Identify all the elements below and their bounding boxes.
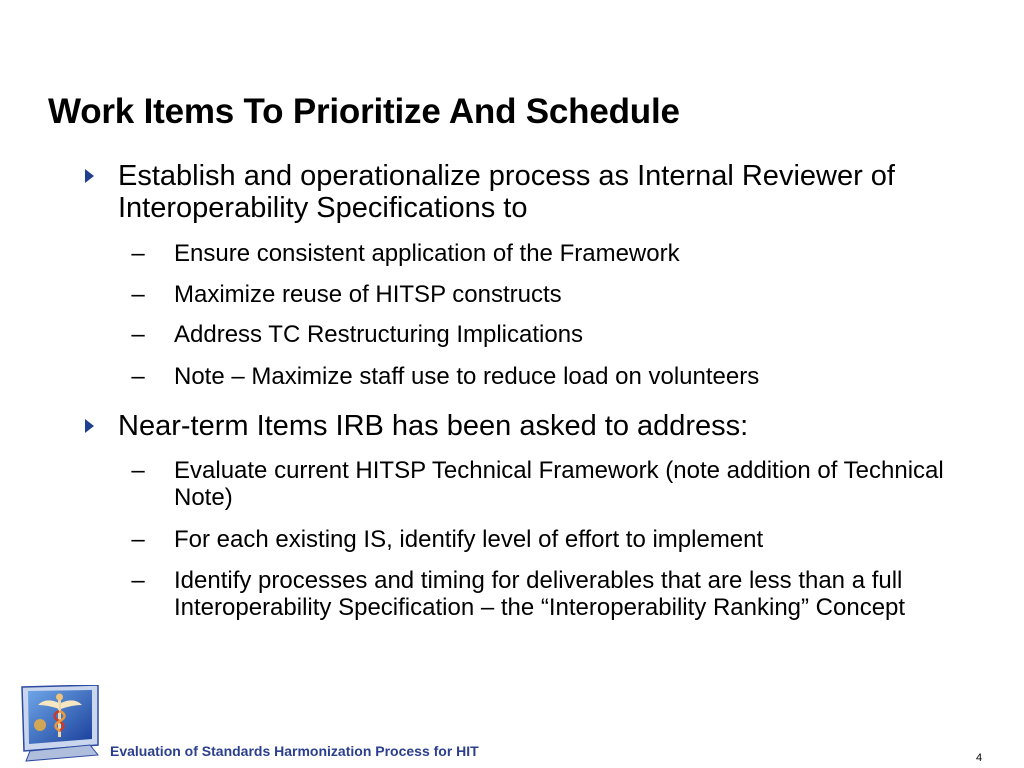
sub-bullet-item	[131, 240, 994, 267]
sub-bullet-text: Address TC Restructuring Implications	[174, 321, 584, 348]
bullet-item	[118, 410, 938, 442]
dash-icon: –	[131, 567, 145, 594]
sub-bullet-text: For each existing IS, identify level of effort to implement	[174, 526, 764, 553]
sub-bullet-item	[131, 567, 974, 621]
page-number: 4	[976, 752, 983, 764]
sub-bullet-item	[131, 526, 994, 553]
sub-bullet-item	[131, 281, 994, 308]
dash-icon: –	[131, 363, 145, 390]
slide-title: Work Items To Prioritize And Schedule	[48, 92, 680, 131]
bullet-arrow-icon	[85, 419, 94, 433]
sub-bullet-text: Ensure consistent application of the Framework	[174, 240, 680, 267]
dash-icon: –	[131, 526, 145, 553]
computer-monitor-caduceus-icon	[20, 685, 100, 763]
footer-title: Evaluation of Standards Harmonization Process for HIT	[110, 743, 479, 759]
sub-bullet-item	[131, 457, 974, 511]
sub-bullet-item	[131, 363, 994, 390]
sub-bullet-item	[131, 321, 994, 348]
sub-bullet-text: Evaluate current HITSP Technical Framework (note addition of Technical Note)	[174, 457, 944, 511]
bullet-item	[118, 160, 898, 224]
bullet-text: Establish and operationalize process as Internal Reviewer of Interoperability Specifications to	[118, 160, 895, 224]
dash-icon: –	[131, 240, 145, 267]
bullet-arrow-icon	[85, 169, 94, 183]
sub-bullet-text: Identify processes and timing for deliverables that are less than a full Interoperability Specification – the “Interoperability Ranking” Concept	[174, 567, 906, 621]
sub-bullet-text: Maximize reuse of HITSP constructs	[174, 281, 562, 308]
bullet-text: Near-term Items IRB has been asked to address:	[118, 410, 749, 442]
dash-icon: –	[131, 281, 145, 308]
dash-icon: –	[131, 457, 145, 484]
sub-bullet-text: Note – Maximize staff use to reduce load on volunteers	[174, 363, 760, 390]
dash-icon: –	[131, 321, 145, 348]
